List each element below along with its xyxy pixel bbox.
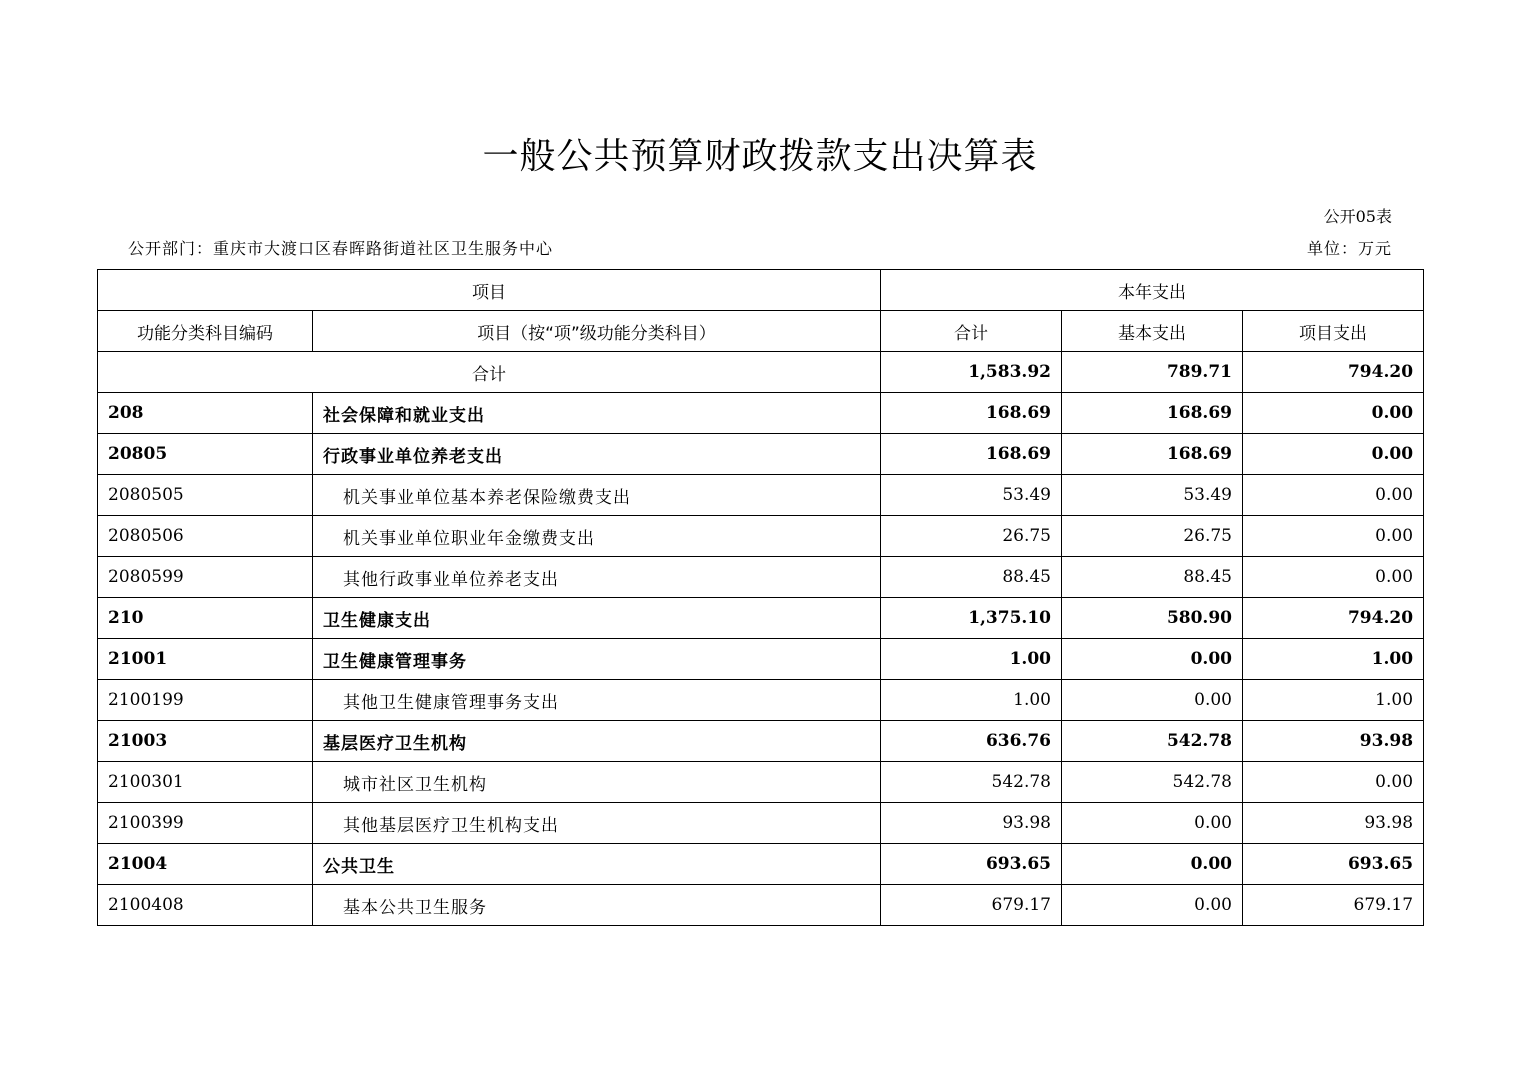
header-year-expense: 本年支出 (881, 270, 1424, 311)
table-row (98, 680, 1424, 721)
cell-name: 基层医疗卫生机构 (313, 721, 881, 762)
cell-project: 93.98 (1243, 721, 1424, 762)
table-row (98, 844, 1424, 885)
col-header-code: 功能分类科目编码 (98, 311, 313, 352)
cell-total: 26.75 (881, 516, 1062, 557)
col-header-project: 项目支出 (1243, 311, 1424, 352)
total-row (98, 352, 1424, 393)
table-row (98, 475, 1424, 516)
cell-basic: 0.00 (1062, 844, 1243, 885)
cell-name: 其他基层医疗卫生机构支出 (313, 803, 881, 844)
cell-code: 2100408 (98, 885, 313, 926)
cell-basic: 0.00 (1062, 680, 1243, 721)
cell-code: 21001 (98, 639, 313, 680)
cell-basic: 168.69 (1062, 393, 1243, 434)
cell-name: 基本公共卫生服务 (313, 885, 881, 926)
cell-basic: 0.00 (1062, 885, 1243, 926)
cell-code: 2100399 (98, 803, 313, 844)
table-row (98, 803, 1424, 844)
cell-total: 168.69 (881, 434, 1062, 475)
cell-code: 2080599 (98, 557, 313, 598)
cell-basic: 0.00 (1062, 803, 1243, 844)
cell-name: 其他行政事业单位养老支出 (313, 557, 881, 598)
cell-project: 1.00 (1243, 639, 1424, 680)
cell-code: 2080506 (98, 516, 313, 557)
cell-code: 2100199 (98, 680, 313, 721)
cell-project: 794.20 (1243, 598, 1424, 639)
table-row (98, 434, 1424, 475)
cell-code: 208 (98, 393, 313, 434)
total-basic: 789.71 (1062, 352, 1243, 393)
cell-total: 693.65 (881, 844, 1062, 885)
table-row (98, 516, 1424, 557)
cell-total: 53.49 (881, 475, 1062, 516)
cell-project: 0.00 (1243, 475, 1424, 516)
table-row (98, 557, 1424, 598)
cell-total: 1.00 (881, 680, 1062, 721)
cell-total: 168.69 (881, 393, 1062, 434)
col-header-total: 合计 (881, 311, 1062, 352)
cell-project: 0.00 (1243, 393, 1424, 434)
col-header-basic: 基本支出 (1062, 311, 1243, 352)
total-label: 合计 (98, 352, 881, 393)
table-row (98, 598, 1424, 639)
department-label: 公开部门：重庆市大渡口区春晖路街道社区卫生服务中心 (128, 239, 554, 258)
col-header-name: 项目（按“项”级功能分类科目） (313, 311, 881, 352)
cell-total: 93.98 (881, 803, 1062, 844)
cell-name: 卫生健康管理事务 (313, 639, 881, 680)
cell-name: 行政事业单位养老支出 (313, 434, 881, 475)
cell-code: 2080505 (98, 475, 313, 516)
total-project: 794.20 (1243, 352, 1424, 393)
header-project: 项目 (98, 270, 881, 311)
cell-code: 210 (98, 598, 313, 639)
cell-basic: 88.45 (1062, 557, 1243, 598)
cell-code: 2100301 (98, 762, 313, 803)
cell-project: 0.00 (1243, 434, 1424, 475)
cell-name: 城市社区卫生机构 (313, 762, 881, 803)
cell-basic: 26.75 (1062, 516, 1243, 557)
cell-project: 0.00 (1243, 762, 1424, 803)
cell-code: 21003 (98, 721, 313, 762)
cell-basic: 580.90 (1062, 598, 1243, 639)
cell-total: 1.00 (881, 639, 1062, 680)
cell-basic: 542.78 (1062, 721, 1243, 762)
form-number: 公开05表 (1323, 207, 1392, 226)
cell-basic: 542.78 (1062, 762, 1243, 803)
table-row (98, 762, 1424, 803)
expenditure-table (97, 269, 1424, 926)
cell-total: 636.76 (881, 721, 1062, 762)
cell-total: 88.45 (881, 557, 1062, 598)
cell-total: 542.78 (881, 762, 1062, 803)
unit-label: 单位：万元 (1306, 239, 1392, 258)
cell-project: 679.17 (1243, 885, 1424, 926)
cell-project: 0.00 (1243, 516, 1424, 557)
cell-project: 0.00 (1243, 557, 1424, 598)
cell-total: 679.17 (881, 885, 1062, 926)
cell-name: 卫生健康支出 (313, 598, 881, 639)
page-title: 一般公共预算财政拨款支出决算表 (482, 136, 1038, 177)
cell-code: 21004 (98, 844, 313, 885)
cell-basic: 53.49 (1062, 475, 1243, 516)
cell-name: 公共卫生 (313, 844, 881, 885)
total-amount: 1,583.92 (881, 352, 1062, 393)
table-row (98, 639, 1424, 680)
header-row-1 (98, 270, 1424, 311)
cell-name: 其他卫生健康管理事务支出 (313, 680, 881, 721)
header-row-2 (98, 311, 1424, 352)
cell-total: 1,375.10 (881, 598, 1062, 639)
cell-basic: 0.00 (1062, 639, 1243, 680)
cell-name: 机关事业单位基本养老保险缴费支出 (313, 475, 881, 516)
cell-basic: 168.69 (1062, 434, 1243, 475)
cell-code: 20805 (98, 434, 313, 475)
cell-project: 693.65 (1243, 844, 1424, 885)
cell-name: 机关事业单位职业年金缴费支出 (313, 516, 881, 557)
table-row (98, 393, 1424, 434)
cell-name: 社会保障和就业支出 (313, 393, 881, 434)
table-row (98, 721, 1424, 762)
table-row (98, 885, 1424, 926)
cell-project: 93.98 (1243, 803, 1424, 844)
cell-project: 1.00 (1243, 680, 1424, 721)
